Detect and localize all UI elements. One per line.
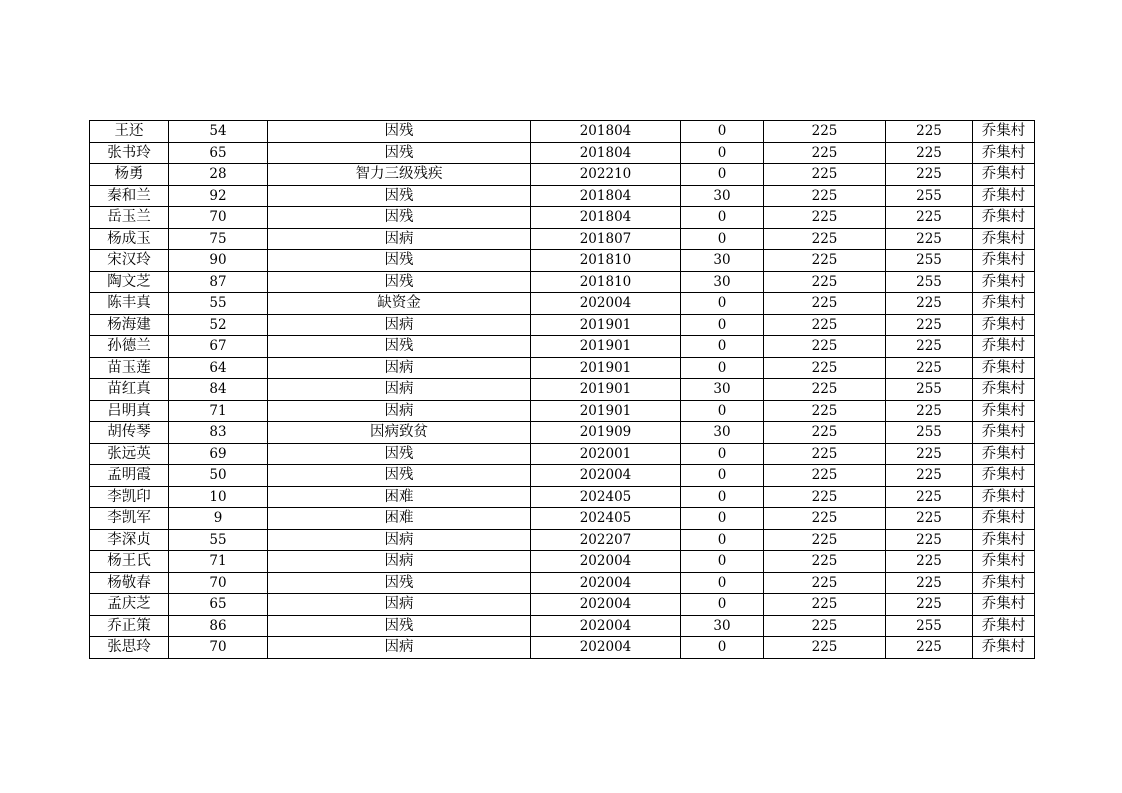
table-row	[90, 486, 1035, 508]
cell-village: 乔集村	[973, 615, 1035, 637]
table-row	[90, 379, 1035, 401]
cell-village: 乔集村	[973, 271, 1035, 293]
cell-extra: 0	[681, 486, 764, 508]
cell-village: 乔集村	[973, 185, 1035, 207]
table-row	[90, 336, 1035, 358]
cell-village: 乔集村	[973, 486, 1035, 508]
table-row	[90, 228, 1035, 250]
cell-base: 225	[764, 443, 886, 465]
cell-total: 225	[886, 637, 973, 659]
cell-reason: 因残	[268, 185, 531, 207]
cell-total: 225	[886, 228, 973, 250]
cell-base: 225	[764, 400, 886, 422]
cell-extra: 0	[681, 443, 764, 465]
cell-start: 201804	[531, 142, 681, 164]
cell-total: 225	[886, 121, 973, 143]
cell-age: 28	[169, 164, 268, 186]
cell-base: 225	[764, 185, 886, 207]
cell-start: 201804	[531, 185, 681, 207]
cell-extra: 0	[681, 465, 764, 487]
cell-start: 202004	[531, 594, 681, 616]
cell-reason: 因残	[268, 271, 531, 293]
cell-start: 202405	[531, 508, 681, 530]
table-row	[90, 637, 1035, 659]
cell-base: 225	[764, 486, 886, 508]
cell-total: 255	[886, 615, 973, 637]
cell-reason: 因病致贫	[268, 422, 531, 444]
table-row	[90, 164, 1035, 186]
cell-total: 225	[886, 336, 973, 358]
cell-village: 乔集村	[973, 508, 1035, 530]
cell-total: 255	[886, 271, 973, 293]
cell-village: 乔集村	[973, 572, 1035, 594]
cell-name: 陈丰真	[90, 293, 169, 315]
cell-extra: 0	[681, 142, 764, 164]
cell-age: 54	[169, 121, 268, 143]
cell-age: 70	[169, 572, 268, 594]
cell-age: 65	[169, 594, 268, 616]
cell-start: 201901	[531, 357, 681, 379]
cell-reason: 因病	[268, 357, 531, 379]
cell-name: 秦和兰	[90, 185, 169, 207]
cell-total: 225	[886, 508, 973, 530]
cell-extra: 0	[681, 508, 764, 530]
cell-total: 225	[886, 164, 973, 186]
cell-name: 苗玉莲	[90, 357, 169, 379]
cell-age: 71	[169, 551, 268, 573]
cell-age: 75	[169, 228, 268, 250]
cell-total: 225	[886, 443, 973, 465]
cell-age: 90	[169, 250, 268, 272]
cell-name: 杨成玉	[90, 228, 169, 250]
cell-village: 乔集村	[973, 336, 1035, 358]
cell-name: 张书玲	[90, 142, 169, 164]
cell-extra: 30	[681, 379, 764, 401]
cell-age: 64	[169, 357, 268, 379]
cell-total: 225	[886, 142, 973, 164]
cell-total: 225	[886, 551, 973, 573]
cell-age: 92	[169, 185, 268, 207]
cell-base: 225	[764, 637, 886, 659]
cell-base: 225	[764, 508, 886, 530]
cell-extra: 0	[681, 357, 764, 379]
cell-age: 55	[169, 293, 268, 315]
cell-name: 杨海建	[90, 314, 169, 336]
cell-age: 9	[169, 508, 268, 530]
cell-age: 71	[169, 400, 268, 422]
cell-extra: 0	[681, 637, 764, 659]
cell-extra: 0	[681, 551, 764, 573]
cell-extra: 0	[681, 336, 764, 358]
cell-reason: 因病	[268, 551, 531, 573]
table-row	[90, 572, 1035, 594]
table-row	[90, 142, 1035, 164]
table-body	[90, 121, 1035, 659]
cell-total: 255	[886, 379, 973, 401]
cell-village: 乔集村	[973, 250, 1035, 272]
cell-age: 70	[169, 637, 268, 659]
cell-reason: 因残	[268, 121, 531, 143]
cell-village: 乔集村	[973, 207, 1035, 229]
cell-total: 225	[886, 293, 973, 315]
cell-name: 杨敬春	[90, 572, 169, 594]
cell-total: 255	[886, 422, 973, 444]
cell-village: 乔集村	[973, 228, 1035, 250]
cell-total: 225	[886, 594, 973, 616]
cell-total: 225	[886, 572, 973, 594]
cell-reason: 因残	[268, 572, 531, 594]
cell-age: 87	[169, 271, 268, 293]
cell-name: 李凯印	[90, 486, 169, 508]
cell-village: 乔集村	[973, 400, 1035, 422]
table-row	[90, 314, 1035, 336]
table-row	[90, 121, 1035, 143]
cell-reason: 因残	[268, 250, 531, 272]
cell-name: 宋汉玲	[90, 250, 169, 272]
cell-base: 225	[764, 271, 886, 293]
cell-reason: 因残	[268, 615, 531, 637]
cell-base: 225	[764, 357, 886, 379]
cell-name: 杨勇	[90, 164, 169, 186]
table-row	[90, 293, 1035, 315]
cell-village: 乔集村	[973, 465, 1035, 487]
cell-base: 225	[764, 379, 886, 401]
cell-reason: 因残	[268, 465, 531, 487]
cell-extra: 0	[681, 164, 764, 186]
cell-start: 201810	[531, 250, 681, 272]
cell-extra: 0	[681, 121, 764, 143]
cell-name: 岳玉兰	[90, 207, 169, 229]
cell-village: 乔集村	[973, 314, 1035, 336]
cell-name: 李深贞	[90, 529, 169, 551]
cell-reason: 困难	[268, 486, 531, 508]
cell-start: 201901	[531, 336, 681, 358]
cell-start: 202210	[531, 164, 681, 186]
cell-start: 201901	[531, 400, 681, 422]
cell-village: 乔集村	[973, 293, 1035, 315]
cell-name: 杨王氏	[90, 551, 169, 573]
cell-village: 乔集村	[973, 551, 1035, 573]
cell-start: 202405	[531, 486, 681, 508]
table-row	[90, 443, 1035, 465]
cell-age: 50	[169, 465, 268, 487]
cell-name: 乔正策	[90, 615, 169, 637]
cell-total: 225	[886, 207, 973, 229]
cell-base: 225	[764, 228, 886, 250]
cell-name: 王还	[90, 121, 169, 143]
cell-total: 225	[886, 314, 973, 336]
cell-base: 225	[764, 121, 886, 143]
table-row	[90, 422, 1035, 444]
cell-extra: 0	[681, 293, 764, 315]
cell-start: 201909	[531, 422, 681, 444]
cell-extra: 0	[681, 400, 764, 422]
cell-age: 10	[169, 486, 268, 508]
cell-village: 乔集村	[973, 357, 1035, 379]
cell-name: 张远英	[90, 443, 169, 465]
cell-name: 苗红真	[90, 379, 169, 401]
table-row	[90, 400, 1035, 422]
cell-age: 65	[169, 142, 268, 164]
cell-village: 乔集村	[973, 594, 1035, 616]
cell-start: 202004	[531, 572, 681, 594]
cell-name: 孙德兰	[90, 336, 169, 358]
table-row	[90, 551, 1035, 573]
cell-reason: 因病	[268, 400, 531, 422]
cell-reason: 因残	[268, 336, 531, 358]
table-row	[90, 529, 1035, 551]
cell-name: 吕明真	[90, 400, 169, 422]
cell-start: 202001	[531, 443, 681, 465]
table-row	[90, 271, 1035, 293]
cell-reason: 缺资金	[268, 293, 531, 315]
cell-extra: 0	[681, 314, 764, 336]
cell-reason: 困难	[268, 508, 531, 530]
cell-base: 225	[764, 594, 886, 616]
table-row	[90, 615, 1035, 637]
cell-start: 201901	[531, 314, 681, 336]
cell-village: 乔集村	[973, 142, 1035, 164]
cell-name: 胡传琴	[90, 422, 169, 444]
cell-age: 83	[169, 422, 268, 444]
table-row	[90, 207, 1035, 229]
cell-start: 201804	[531, 207, 681, 229]
cell-age: 55	[169, 529, 268, 551]
cell-village: 乔集村	[973, 422, 1035, 444]
cell-reason: 因病	[268, 379, 531, 401]
cell-extra: 30	[681, 250, 764, 272]
cell-total: 225	[886, 400, 973, 422]
cell-age: 86	[169, 615, 268, 637]
cell-base: 225	[764, 465, 886, 487]
cell-total: 225	[886, 529, 973, 551]
table-row	[90, 185, 1035, 207]
table-row	[90, 357, 1035, 379]
cell-base: 225	[764, 207, 886, 229]
cell-start: 202004	[531, 615, 681, 637]
cell-reason: 因病	[268, 637, 531, 659]
cell-total: 255	[886, 250, 973, 272]
cell-village: 乔集村	[973, 637, 1035, 659]
table-row	[90, 508, 1035, 530]
cell-extra: 0	[681, 228, 764, 250]
cell-name: 孟庆芝	[90, 594, 169, 616]
cell-reason: 因残	[268, 142, 531, 164]
record-table	[89, 120, 1035, 659]
cell-extra: 30	[681, 271, 764, 293]
cell-start: 201810	[531, 271, 681, 293]
cell-extra: 0	[681, 529, 764, 551]
cell-base: 225	[764, 422, 886, 444]
cell-reason: 因残	[268, 207, 531, 229]
cell-name: 孟明霞	[90, 465, 169, 487]
cell-age: 67	[169, 336, 268, 358]
cell-total: 255	[886, 185, 973, 207]
cell-total: 225	[886, 357, 973, 379]
cell-total: 225	[886, 486, 973, 508]
cell-start: 202004	[531, 293, 681, 315]
cell-reason: 因病	[268, 228, 531, 250]
cell-village: 乔集村	[973, 121, 1035, 143]
table-row	[90, 594, 1035, 616]
cell-extra: 0	[681, 207, 764, 229]
cell-start: 202004	[531, 465, 681, 487]
cell-reason: 智力三级残疾	[268, 164, 531, 186]
cell-total: 225	[886, 465, 973, 487]
cell-village: 乔集村	[973, 379, 1035, 401]
cell-reason: 因病	[268, 529, 531, 551]
cell-start: 201804	[531, 121, 681, 143]
cell-base: 225	[764, 314, 886, 336]
table-row	[90, 465, 1035, 487]
cell-village: 乔集村	[973, 164, 1035, 186]
cell-extra: 30	[681, 615, 764, 637]
cell-start: 201901	[531, 379, 681, 401]
cell-extra: 30	[681, 422, 764, 444]
cell-base: 225	[764, 142, 886, 164]
cell-age: 84	[169, 379, 268, 401]
cell-extra: 0	[681, 594, 764, 616]
cell-base: 225	[764, 615, 886, 637]
cell-name: 张思玲	[90, 637, 169, 659]
cell-base: 225	[764, 551, 886, 573]
cell-reason: 因残	[268, 443, 531, 465]
cell-start: 202004	[531, 637, 681, 659]
cell-base: 225	[764, 572, 886, 594]
cell-name: 李凯军	[90, 508, 169, 530]
cell-age: 69	[169, 443, 268, 465]
cell-base: 225	[764, 250, 886, 272]
table-row	[90, 250, 1035, 272]
cell-village: 乔集村	[973, 529, 1035, 551]
cell-age: 70	[169, 207, 268, 229]
cell-start: 202004	[531, 551, 681, 573]
cell-base: 225	[764, 164, 886, 186]
cell-reason: 因病	[268, 594, 531, 616]
cell-base: 225	[764, 293, 886, 315]
cell-age: 52	[169, 314, 268, 336]
cell-reason: 因病	[268, 314, 531, 336]
cell-base: 225	[764, 529, 886, 551]
cell-village: 乔集村	[973, 443, 1035, 465]
cell-extra: 30	[681, 185, 764, 207]
cell-extra: 0	[681, 572, 764, 594]
cell-start: 201807	[531, 228, 681, 250]
cell-name: 陶文芝	[90, 271, 169, 293]
cell-base: 225	[764, 336, 886, 358]
cell-start: 202207	[531, 529, 681, 551]
